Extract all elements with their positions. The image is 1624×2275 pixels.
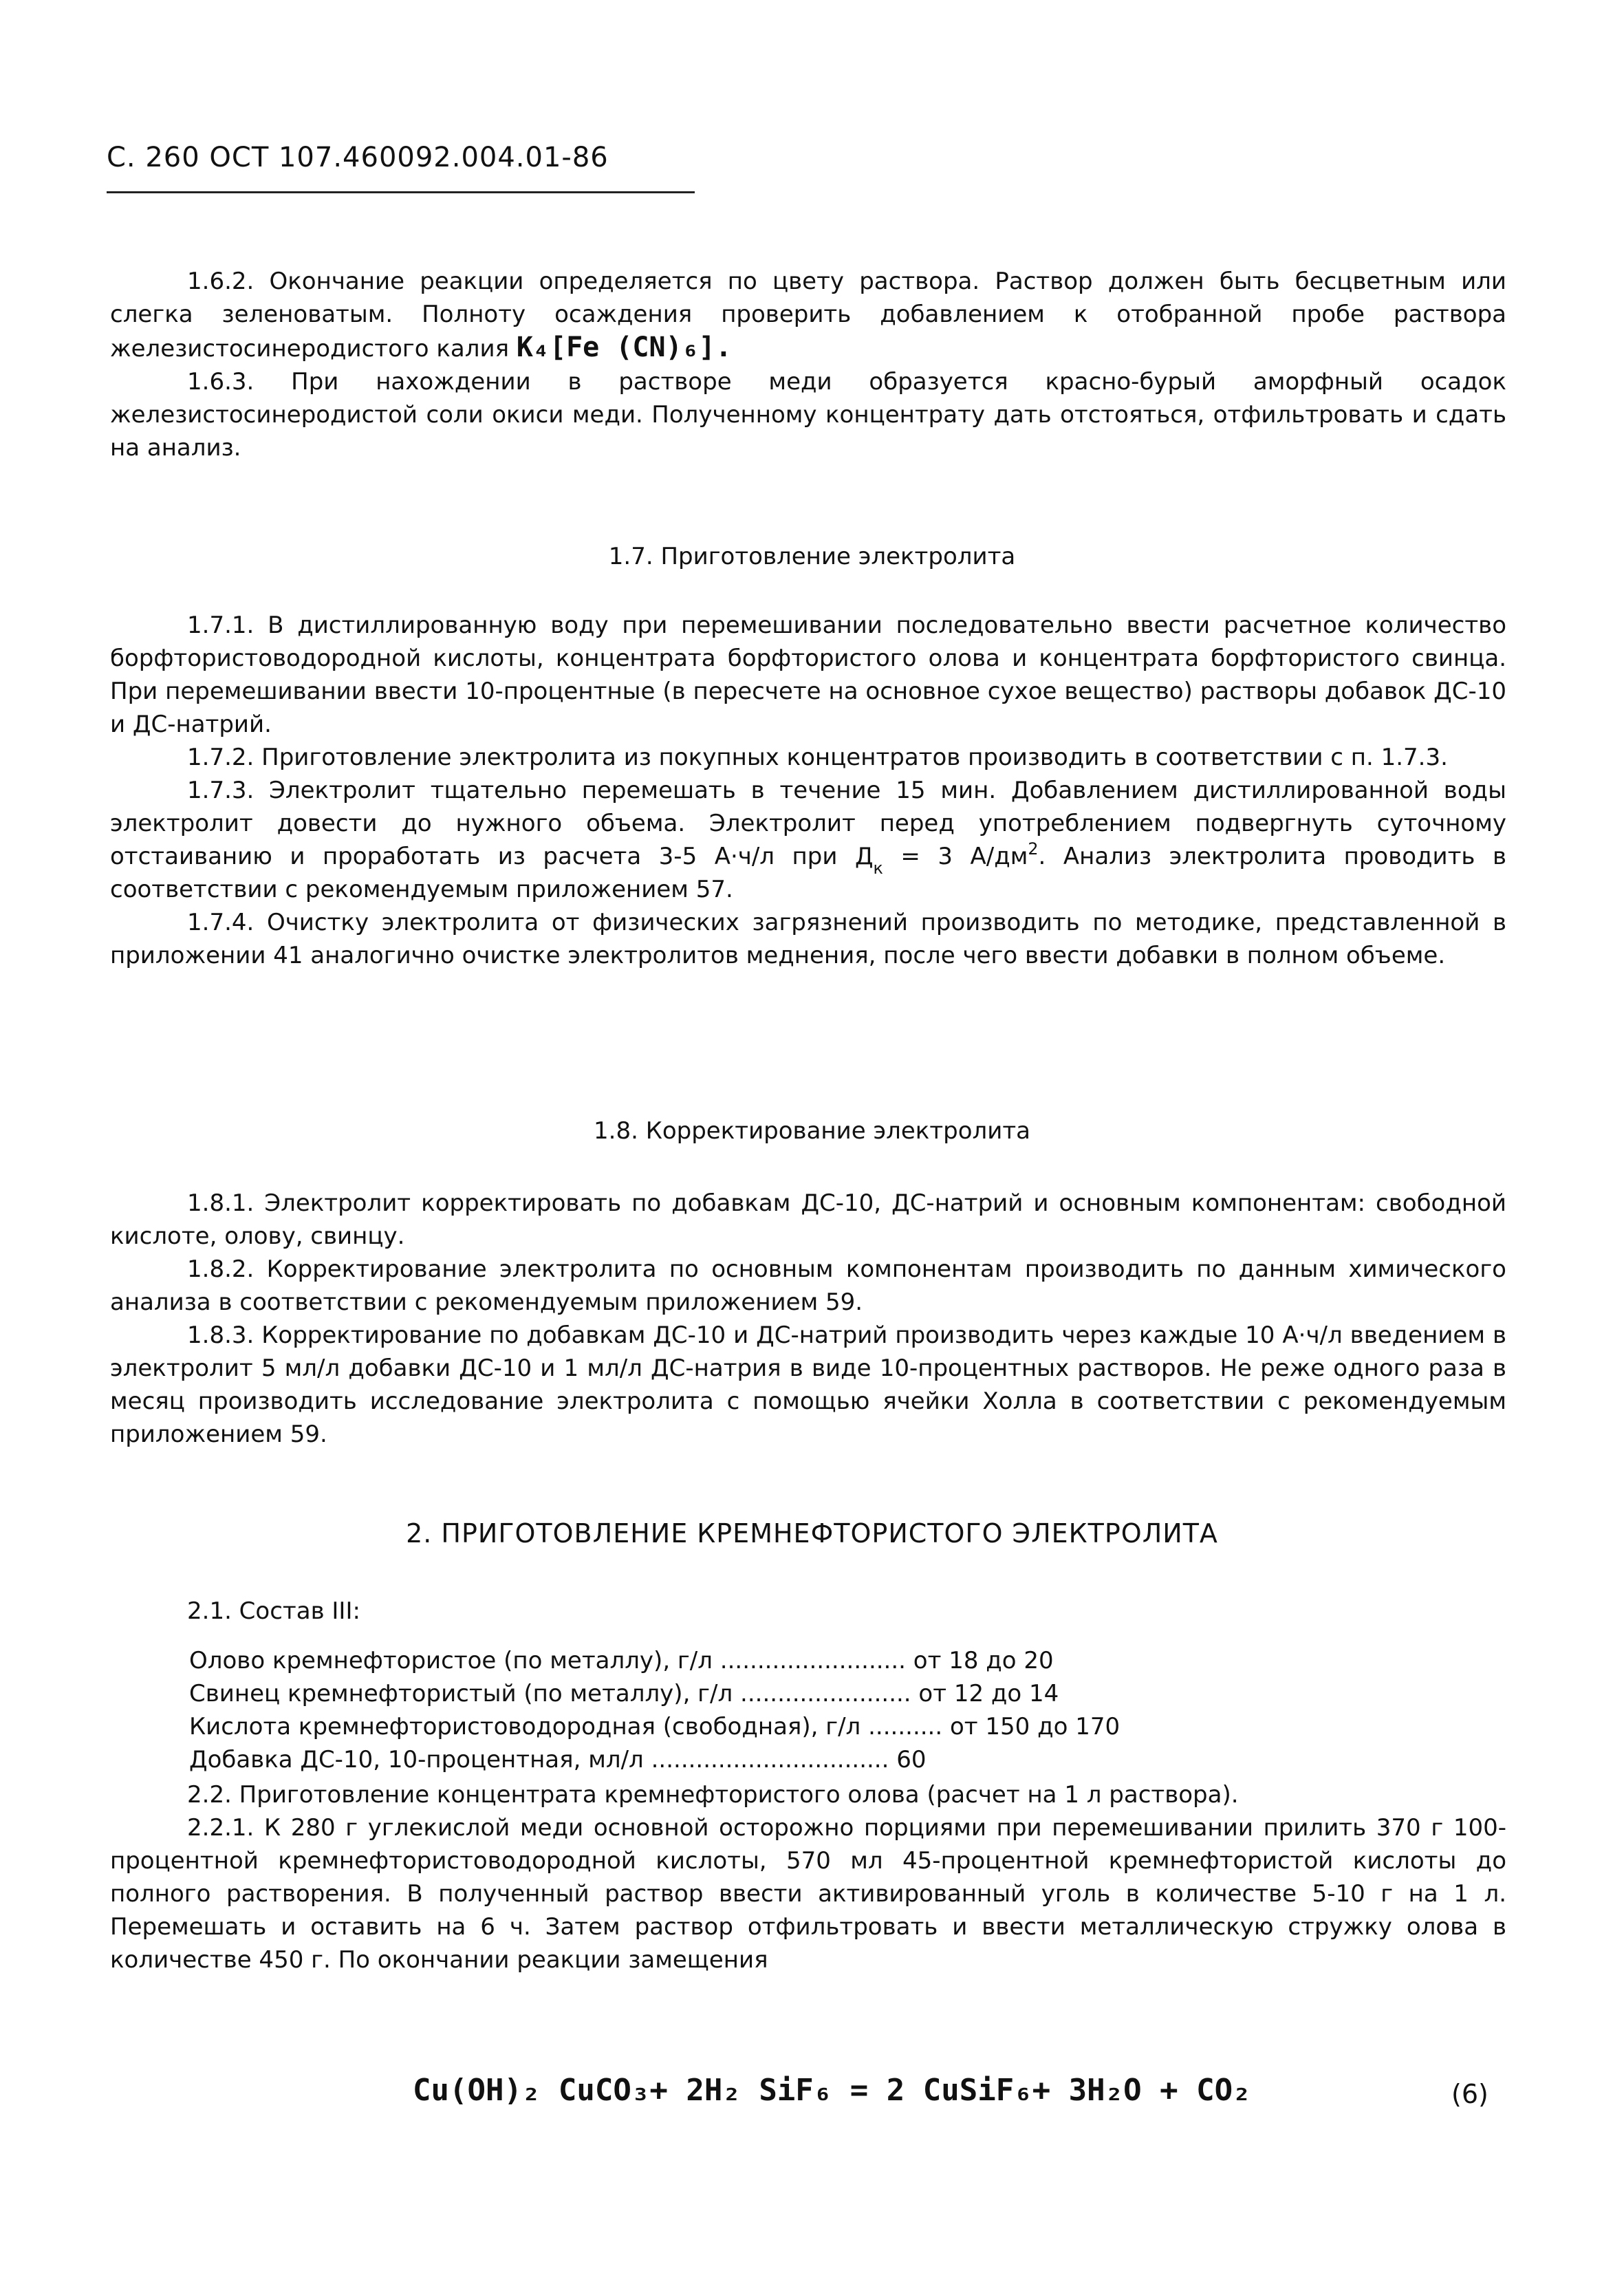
paragraph-1-7-1: 1.7.1. В дистиллированную воду при перемешивании последовательно ввести расчетное количество борфтористоводородной кислоты, концентрата борфтористого олова и концентрата борфтористого свинца. При перемешивании ввести 10-процентные (в пересчете на основное сухое вещество) растворы добавок ДС-10 и ДС-натрий. xyxy=(110,612,1506,738)
composition-row: Олово кремнефтористое (по металлу), г/л ......................... от 18 до 20 xyxy=(189,1647,1054,1674)
heading-2: 2. ПРИГОТОВЛЕНИЕ КРЕМНЕФТОРИСТОГО ЭЛЕКТРОЛИТА xyxy=(406,1518,1218,1549)
paragraph-1-7-3-tail: = 3 А/дм xyxy=(883,843,1028,870)
reaction-equation: Cu(OH)₂ CuCO₃+ 2H₂ SiF₆ = 2 CuSiF₆+ 3H₂O + CO₂ xyxy=(413,2073,1251,2108)
paragraph-2-2: 2.2. Приготовление концентрата кремнефтористого олова (расчет на 1 л раствора). xyxy=(187,1781,1239,1809)
equation-number: (6) xyxy=(1451,2079,1488,2109)
paragraph-1-6-2 xyxy=(110,265,1506,365)
paragraph-1-8-2: 1.8.2. Корректирование электролита по основным компонентам производить по данным химического анализа в соответствии с рекомендуемым приложением 59. xyxy=(110,1255,1506,1316)
section-1-8 xyxy=(110,1187,1506,1451)
header-divider xyxy=(107,191,695,193)
page-header: С. 260 ОСТ 107.460092.004.01-86 xyxy=(107,142,609,173)
section-1-7 xyxy=(110,609,1506,972)
heading-1-8: 1.8. Корректирование электролита xyxy=(594,1117,1030,1145)
composition-row: Свинец кремнефтористый (по металлу), г/л ....................... от 12 до 14 xyxy=(189,1680,1059,1707)
paragraph-1-7-4: 1.7.4. Очистку электролита от физических загрязнений производить по методике, представленной в приложении 41 аналогично очистке электролитов меднения, после чего ввести добавки в полном объеме. xyxy=(110,909,1506,969)
composition-row: Кислота кремнефтористоводородная (свободная), г/л .......... от 150 до 170 xyxy=(189,1713,1120,1740)
paragraph-1-7-3 xyxy=(110,774,1506,906)
paragraph-1-6-3: 1.6.3. При нахождении в растворе меди образуется красно-бурый аморфный осадок железистосинеродистой соли окиси меди. Полученному концентрату дать отстояться, отфильтровать и сдать на анализ. xyxy=(110,368,1506,462)
paragraph-1-7-2: 1.7.2. Приготовление электролита из покупных концентратов производить в соответствии с п. 1.7.3. xyxy=(187,744,1448,771)
paragraph-1-8-1: 1.8.1. Электролит корректировать по добавкам ДС-10, ДС-натрий и основным компонентам: свободной кислоте, олову, свинцу. xyxy=(110,1189,1506,1250)
subscript-k: к xyxy=(873,859,883,878)
paragraph-1-7-3-text: 1.7.3. Электролит тщательно перемешать в течение 15 мин. Добавлением дистиллированной воды электролит довести до нужного объема. Электролит перед употреблением подвергнуть суточному отстаиванию и проработать из расчета 3-5 А·ч/л при Д xyxy=(110,777,1506,870)
section-2-1-title xyxy=(110,1595,1506,1628)
section-2-2 xyxy=(110,1778,1506,1976)
paragraph-1-6-2-text: 1.6.2. Окончание реакции определяется по цвету раствора. Раствор должен быть бесцветным или слегка зеленоватым. Полноту осаждения проверить добавлением к отобранной пробе раствора железистосинеродистого калия xyxy=(110,268,1506,363)
formula-potassium-ferrocyanide: K₄[Fe (CN)₆]. xyxy=(516,332,732,363)
superscript-2: 2 xyxy=(1028,839,1039,859)
section-1-6 xyxy=(110,265,1506,464)
paragraph-2-2-1: 2.2.1. К 280 г углекислой меди основной осторожно порциями при перемешивании прилить 370 г 100-процентной кремнефтористоводородной кислоты, 570 мл 45-процентной кремнефтористой кислоты до полного растворения. В полученный раствор ввести активированный уголь в количестве 5-10 г на 1 л. Перемешать и оставить на 6 ч. Затем раствор отфильтровать и ввести металлическую стружку олова в количестве 450 г. По окончании реакции замещения xyxy=(110,1814,1506,1974)
paragraph-1-8-3: 1.8.3. Корректирование по добавкам ДС-10 и ДС-натрий производить через каждые 10 А·ч/л введением в электролит 5 мл/л добавки ДС-10 и 1 мл/л ДС-натрия в виде 10-процентных растворов. Не реже одного раза в месяц производить исследование электролита с помощью ячейки Холла в соответствии с рекомендуемым приложением 59. xyxy=(110,1322,1506,1448)
heading-1-7: 1.7. Приготовление электролита xyxy=(608,543,1016,570)
composition-row: Добавка ДС-10, 10-процентная, мл/л ................................ 60 xyxy=(189,1746,927,1773)
paragraph-1-7-3-end: . Анализ электролита проводить в соответствии с рекомендуемым приложением 57. xyxy=(110,843,1507,903)
paragraph-2-1-title: 2.1. Состав III: xyxy=(187,1597,360,1625)
composition-list xyxy=(189,1644,1427,1776)
